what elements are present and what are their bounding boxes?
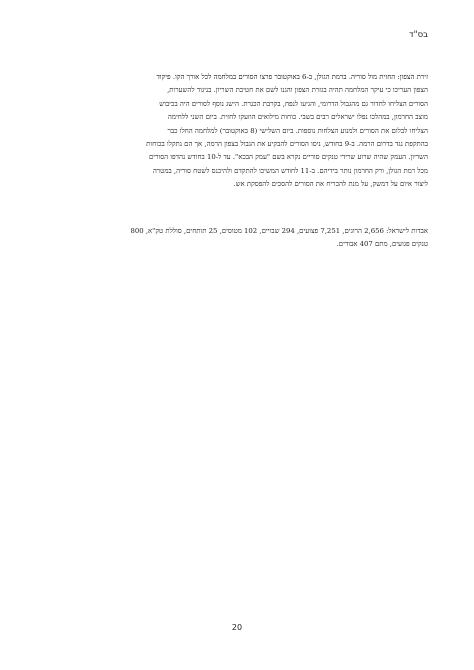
paragraph-line: מוצב החרמון, במהלכו נפלו ישראלים רבים בשבי. כוחות מילואים הוזעקו לחזית. ביום השני ללחימה [167,113,428,122]
paragraph-line: זירת הצפון: החזית מול סוריה. ברמת הגולן, ב-6 באוקטובר פרצו הסורים במלחמה לכל אורך הקו. פיקוד [156,73,428,81]
paragraph-line: השריון. העמק שהיה שרוע שרידי טנקים סוריים נקרא בשם "עמק הבכא". עד ל-10 בחודש נהדפו הסורים [148,153,428,162]
paragraph-line: טנקים פגועים, מתם 407 אבודים. [336,240,428,249]
losses-paragraph [46,225,428,252]
paragraph-line: הצפון העריכו כי עיקר המלחמה תהיה בגזרת הצפון והגנו לשם את חטיבת השריון. בניגוד להשערות, [167,86,428,95]
paragraph-line: מכל רמת הגולן, ורק החרמון נותר בידיהם. ב-11 לחודש המשיכו להתקדם ולהיכנס לשטח סוריה, במטרה [152,166,428,175]
paragraph-line: הצליחו לבלום את הסורים ולמנוע הצלחות נוספות. ביום השלישי (8 באוקטובר) למלחמה החלו כבר [167,126,428,135]
page-header-mark: בס"ד [409,30,428,40]
page-number: 20 [231,623,243,632]
paragraph-line: בהתקפת נגד בדרום הרמה. ב-9 בחודש, ניסו הסורים להבקיע את הגבול בצפון הרמה, אך הם נתקלו בכוחות [146,140,428,149]
paragraph-line: ליצור איום על דמשק, על מנת להכריח את הסורים להסכים להפסקת אש. [233,180,428,189]
paragraph-line: אבדות לישראל: 2,656 הרוגים, 7,251 פצועים, 294 שבויים, 102 מטוסים, 25 תותחים, סוללת טק"א, 800 [130,227,428,235]
main-paragraph [46,71,428,192]
paragraph-line: הסורים הצליחו לחדור גם מהגבול הדרומי, והגיעו לנפח, בקרבת הכנרת. הישג נוסף לסורים היה בכיבוש [159,99,428,108]
